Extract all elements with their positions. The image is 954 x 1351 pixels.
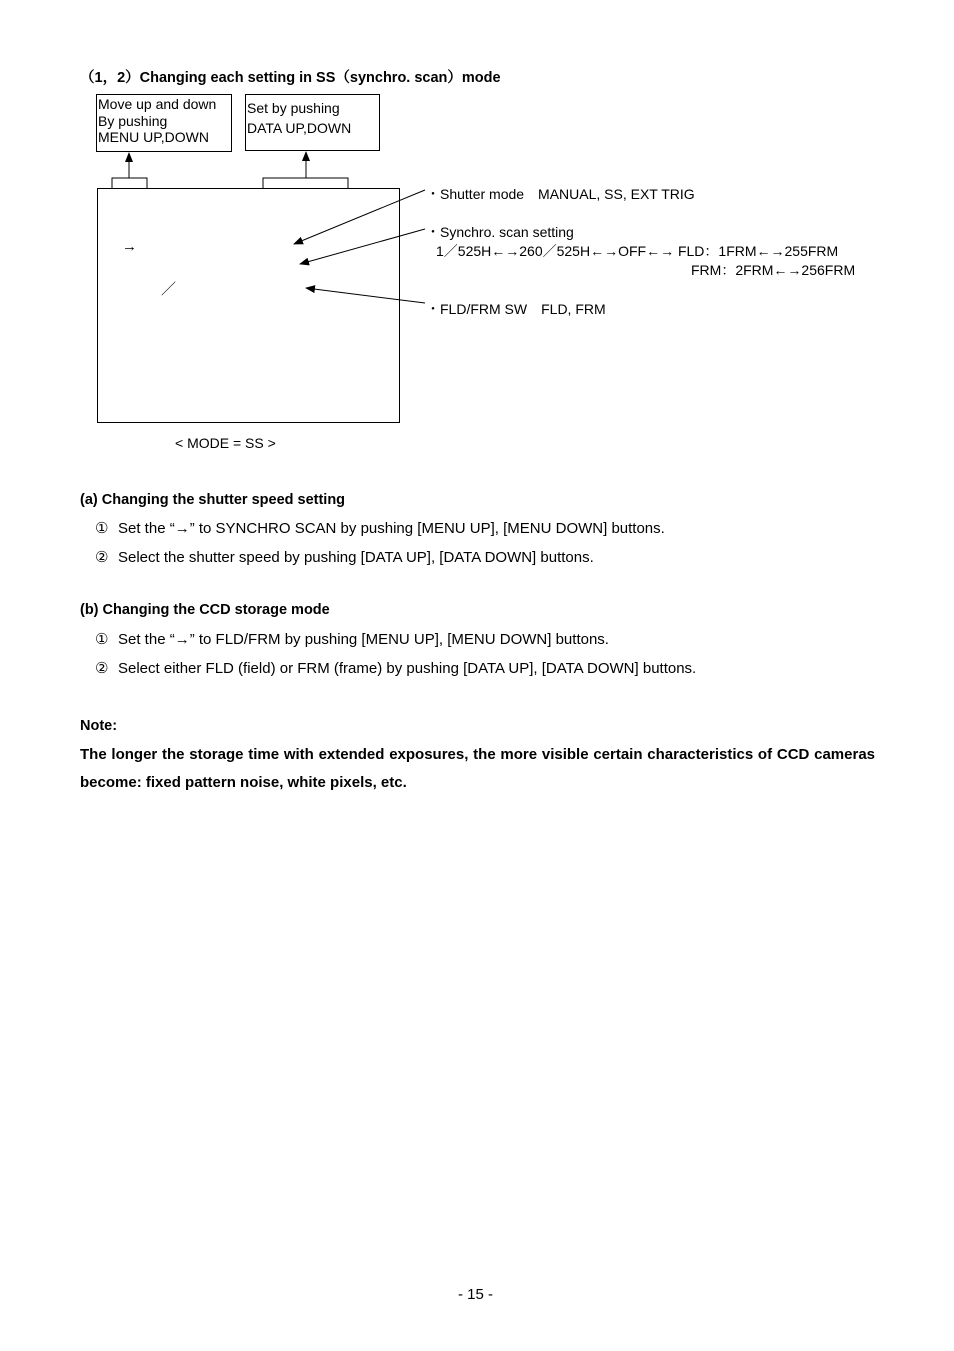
note-text: The longer the storage time with extended exposures, the more visible certain characteristics of CCD cameras become: fixed pattern noise, white pixels, etc.: [80, 746, 875, 791]
synchro-scan-frm-range: FRM：2FRM←→256FRM: [691, 262, 856, 278]
section-title: （1，2）Changing each setting in SS（synchro. scan）mode: [80, 70, 501, 86]
step-number: ①: [95, 631, 109, 648]
data-box-line: DATA UP,DOWN: [247, 120, 352, 136]
screen-caption: < MODE = SS >: [175, 435, 276, 451]
synchro-scan-title: ・Synchro. scan setting: [426, 224, 574, 240]
step-number: ②: [95, 660, 109, 677]
screen-slash: ／: [161, 281, 177, 298]
fld-frm-leader: [306, 288, 425, 303]
section-a-step: [95, 519, 665, 537]
section-b-step: [95, 630, 609, 648]
section-a-title: (a) Changing the shutter speed setting: [80, 492, 346, 508]
step-number: ①: [95, 520, 109, 537]
shutter-mode-note: ・Shutter mode MANUAL, SS, EXT TRIG: [426, 186, 695, 202]
data-box-line: Set by pushing: [247, 100, 340, 116]
step-text: Select either FLD (field) or FRM (frame) by pushing [DATA UP], [DATA DOWN] buttons.: [118, 660, 697, 677]
step-text: Set the “→” to SYNCHRO SCAN by pushing [MENU UP], [MENU DOWN] buttons.: [118, 520, 665, 537]
step-text: Set the “→” to FLD/FRM by pushing [MENU UP], [MENU DOWN] buttons.: [118, 631, 609, 648]
step-text: Select the shutter speed by pushing [DATA UP], [DATA DOWN] buttons.: [118, 549, 594, 566]
synchro-scan-range: 1／525H←→260／525H←→OFF←→ FLD：1FRM←→255FRM: [436, 243, 839, 259]
menu-bracket: [112, 178, 147, 188]
page-number: - 15 -: [458, 1286, 494, 1303]
menu-box-line: By pushing: [98, 112, 168, 129]
shutter-mode-leader: [294, 190, 425, 244]
data-bracket: [263, 178, 348, 188]
note-label: Note:: [80, 718, 118, 734]
section-b-title: (b) Changing the CCD storage mode: [80, 602, 330, 618]
fld-frm-note: ・FLD/FRM SW FLD, FRM: [426, 301, 606, 317]
section-a-step: [95, 548, 594, 566]
screen-cursor-arrow: →: [122, 238, 137, 255]
section-b-step: [95, 659, 696, 677]
step-number: ②: [95, 549, 109, 566]
menu-box-line: Move up and down: [98, 96, 217, 112]
menu-box-line: MENU UP,DOWN: [98, 129, 209, 145]
